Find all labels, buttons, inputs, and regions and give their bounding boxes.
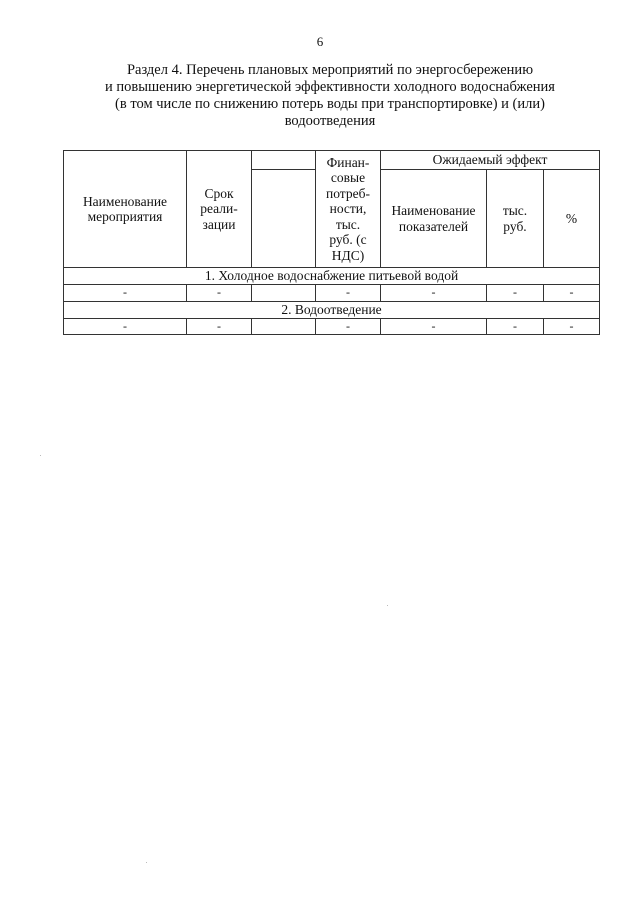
section-title-wastewater: 2. Водоотведение bbox=[64, 301, 600, 318]
table-cell: - bbox=[64, 318, 187, 335]
section-title-water-supply: 1. Холодное водоснабжение питьевой водой bbox=[64, 268, 600, 285]
table-row bbox=[64, 285, 600, 302]
table-cell: - bbox=[316, 318, 381, 335]
header-thousand-rub: тыс. руб. bbox=[487, 170, 544, 268]
table-cell: - bbox=[64, 285, 187, 302]
page-number: 6 bbox=[316, 34, 324, 49]
table-cell: - bbox=[544, 285, 600, 302]
header-financial-needs: Финан- совые потреб- ности, тыс. руб. (с НДС) bbox=[316, 151, 381, 268]
scan-speck bbox=[387, 605, 388, 606]
header-measure-name: Наименование мероприятия bbox=[64, 151, 187, 268]
header-percent: % bbox=[544, 170, 600, 268]
scan-speck bbox=[40, 455, 41, 456]
table-cell: - bbox=[487, 318, 544, 335]
heading-line: Раздел 4. Перечень плановых мероприятий по энергосбережению bbox=[126, 62, 534, 78]
header-expected-effect: Ожидаемый эффект bbox=[381, 151, 600, 170]
table-cell: - bbox=[544, 318, 600, 335]
header-indicators: Наименование показателей bbox=[381, 170, 487, 268]
section-heading bbox=[60, 62, 600, 130]
table-cell bbox=[252, 318, 316, 335]
heading-line: (в том числе по снижению потерь воды при транспортировке) и (или) bbox=[115, 96, 545, 112]
table-cell bbox=[252, 285, 316, 302]
header-empty-top bbox=[252, 151, 316, 170]
table-row bbox=[64, 318, 600, 335]
heading-line: водоотведения bbox=[284, 113, 376, 129]
table-cell: - bbox=[487, 285, 544, 302]
measures-table bbox=[63, 150, 600, 335]
header-empty-bottom bbox=[252, 170, 316, 268]
table-cell: - bbox=[381, 318, 487, 335]
heading-line: и повышению энергетической эффективности холодного водоснабжения bbox=[105, 79, 555, 95]
table-cell: - bbox=[381, 285, 487, 302]
table-cell: - bbox=[187, 318, 252, 335]
table-cell: - bbox=[187, 285, 252, 302]
scan-speck bbox=[146, 862, 147, 863]
header-term: Срок реали- зации bbox=[187, 151, 252, 268]
table-cell: - bbox=[316, 285, 381, 302]
